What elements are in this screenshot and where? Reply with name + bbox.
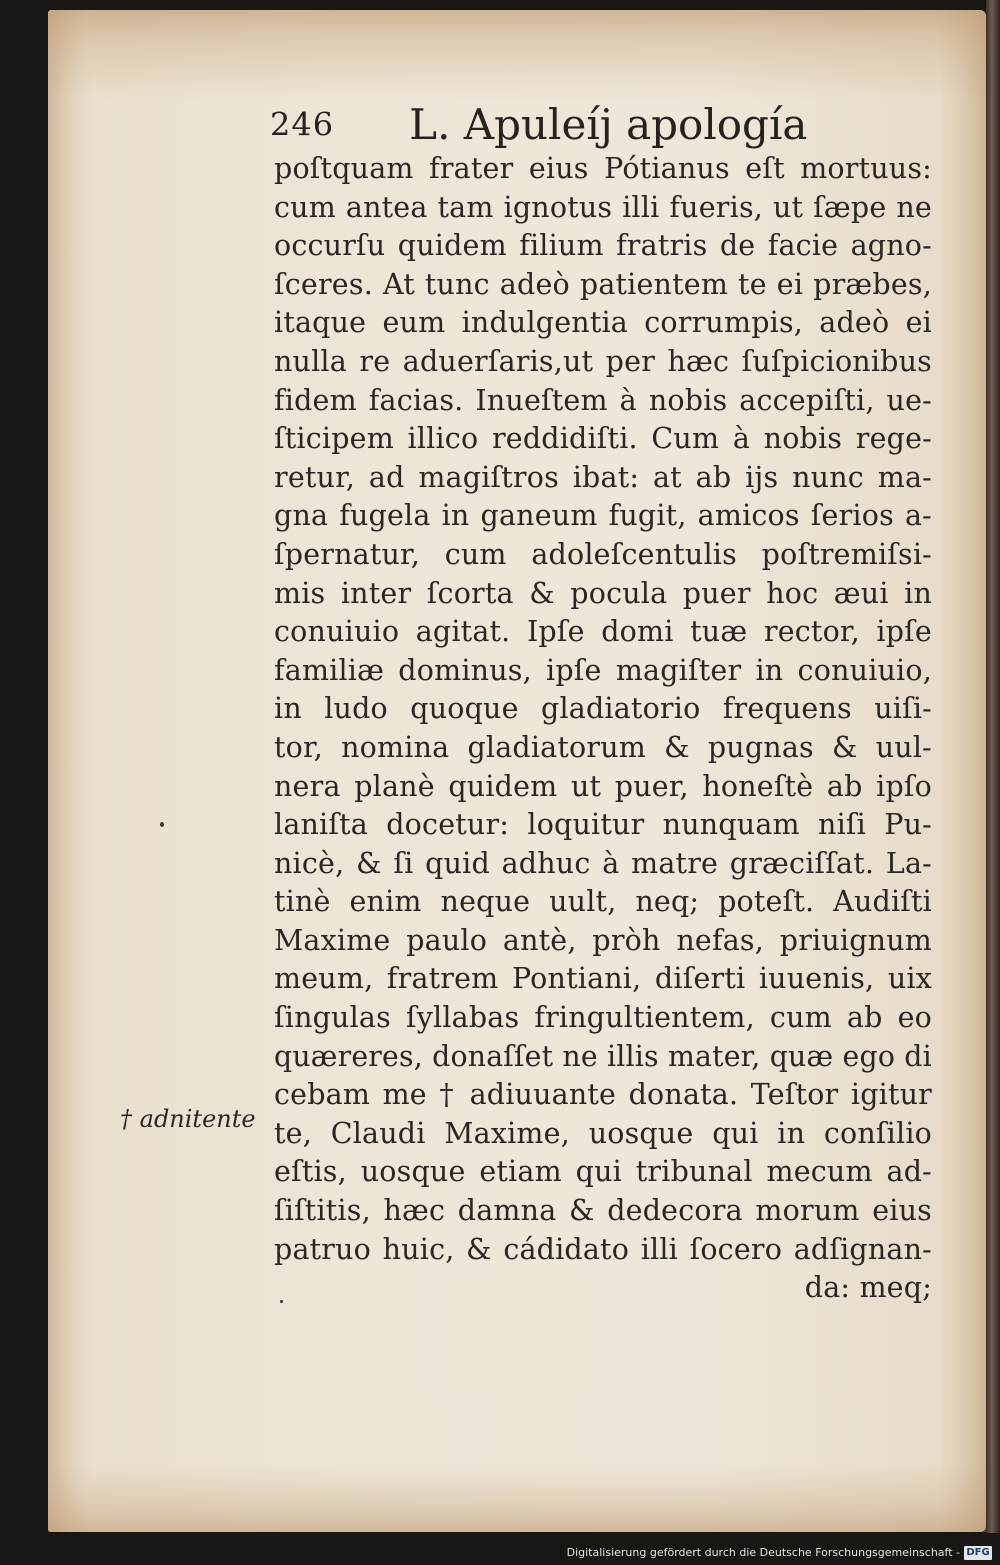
page-number: 246 (270, 105, 335, 144)
text-line: meum, fratrem Pontiani, diſerti iuuenis, uix (274, 962, 932, 996)
text-line: cebam me † adiuuante donata. Teſtor igitur (274, 1078, 932, 1112)
text-line: da: meq; (804, 1271, 932, 1305)
text-line: patruo huic, & cádidato illi ſocero adſignan- (274, 1232, 932, 1266)
text-line: poſtquam frater eius Pótianus eſt mortuus: (274, 152, 932, 185)
text-line: retur, ad magiſtros ibat: at ab ijs nunc ma- (274, 460, 932, 494)
text-line: mis inter ſcorta & pocula puer hoc æui in (274, 576, 932, 610)
running-title: L. Apuleíj apología (409, 100, 808, 149)
book-spine-edge (986, 0, 1000, 1565)
ink-speck (160, 822, 164, 827)
text-line: in ludo quoque gladiatorio frequens uiſi- (274, 692, 932, 726)
text-line: occurſu quidem filium fratris de facie agno- (274, 229, 932, 263)
footer-bar (0, 1533, 1000, 1565)
text-line: fidem facias. Inueſtem à nobis accepiſti, ue- (274, 383, 932, 417)
text-line: ſceres. At tunc adeò patientem te ei præbes, (274, 267, 932, 301)
text-line: familiæ dominus, ipſe magiſter in conuiuio, (274, 653, 932, 687)
text-line: te, Claudi Maxime, uosque qui in conſilio (274, 1116, 932, 1150)
page-header (270, 100, 830, 149)
text-line: cum antea tam ignotus illi fueris, ut ſæpe ne (274, 190, 932, 224)
dfg-logo-icon: DFG (964, 1546, 992, 1560)
funding-credit: Digitalisierung gefördert durch die Deutsche Forschungsgemeinschaft - (566, 1546, 960, 1559)
text-line: Maxime paulo antè, pròh nefas, priuignum (274, 923, 932, 957)
text-line: tor, nomina gladiatorum & pugnas & uul- (274, 730, 932, 764)
text-line: itaque eum indulgentia corrumpis, adeò ei (274, 306, 932, 340)
text-line: conuiuio agitat. Ipſe domi tuæ rector, ipſe (274, 615, 932, 649)
text-line: nera planè quidem ut puer, honeſtè ab ipſo (274, 769, 932, 803)
text-line: quæreres, donaſſet ne illis mater, quæ ego di (274, 1039, 932, 1073)
text-line: ſpernatur, cum adoleſcentulis poſtremiſsi- (274, 537, 932, 571)
body-text (274, 150, 934, 1308)
text-line: ſingulas ſyllabas fringultientem, cum ab eo (274, 1001, 932, 1035)
text-line: ſiſtitis, hæc damna & dedecora morum eius (274, 1194, 932, 1228)
text-line: laniſta docetur: loquitur nunquam niſi Pu- (274, 808, 932, 842)
text-line: nulla re aduerſaris,ut per hæc ſuſpicionibus (274, 344, 932, 378)
text-line: tinè enim neque uult, neq; poteſt. Audiſti (274, 885, 932, 919)
text-line: gna fugela in ganeum fugit, amicos ſerios a- (274, 499, 932, 533)
text-line: ſticipem illico reddidiſti. Cum à nobis rege- (274, 422, 932, 456)
text-line: eſtis, uosque etiam qui tribunal mecum ad- (274, 1155, 932, 1189)
text-line: nicè, & ſi quid adhuc à matre græciſſat. La- (274, 846, 932, 880)
marginal-note: † adnitente (120, 1105, 256, 1133)
